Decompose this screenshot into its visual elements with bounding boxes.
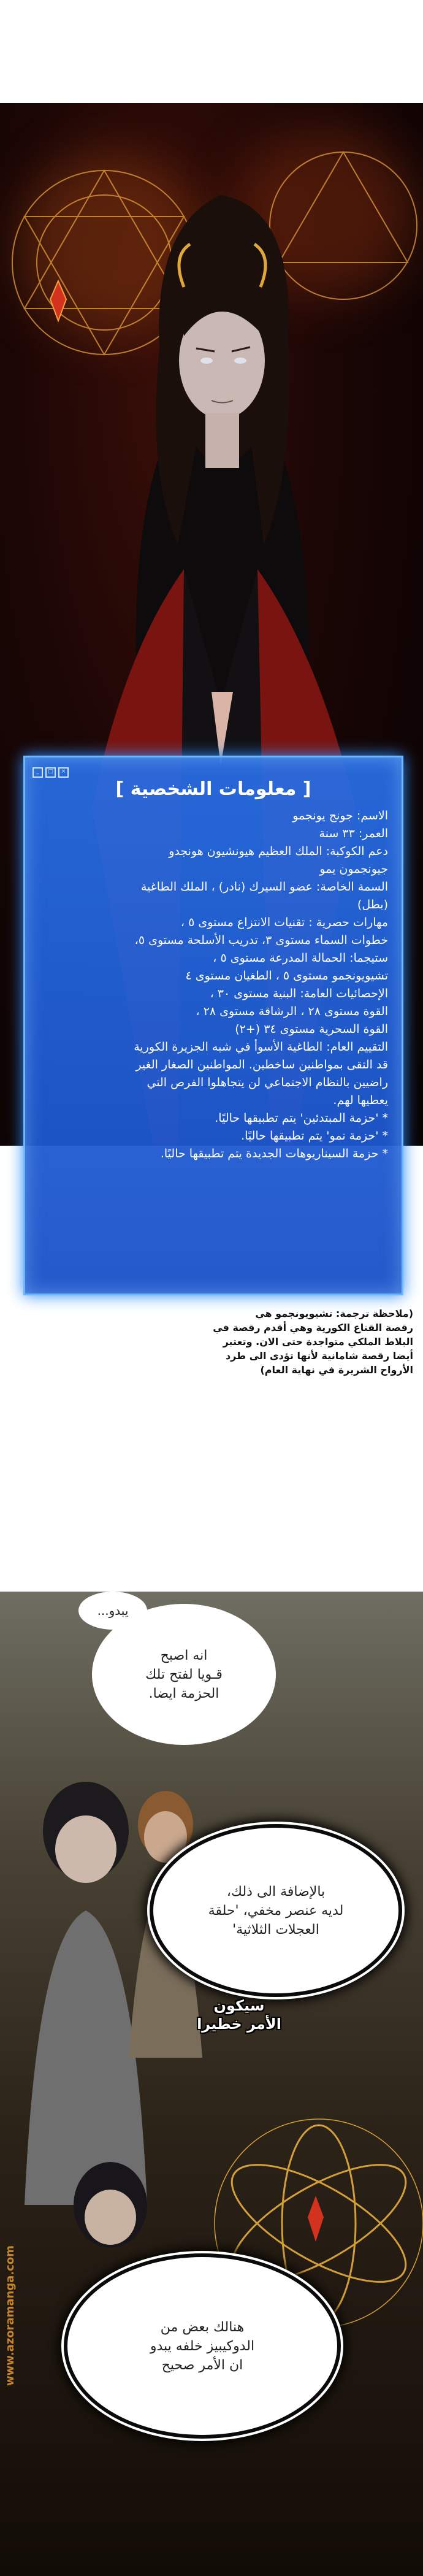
status-line: * 'حزمة المبتدئين' يتم تطبيقها حاليًا. [215, 1111, 388, 1125]
status-line: الإحصائيات العامة: البنية مستوى ٣٠ ، [210, 987, 388, 1000]
sfx-text: سيكون الأمر خطيرا [197, 1997, 281, 2033]
close-icon[interactable]: × [58, 767, 69, 778]
translator-note-line: (ملاحظة ترجمة: تشيويونجمو هي [255, 1308, 413, 1319]
translator-note [21, 1306, 413, 1377]
cave-panel [0, 1592, 423, 2576]
speech-bubble-middle: بالإضافة الى ذلك، لديه عنصر مخفي، 'حلقة العجلات الثلاثية' [153, 1828, 398, 1993]
status-line: ستيجما: الحمالة المدرعة مستوى ٥ ، [213, 951, 388, 965]
status-line: الاسم: جونج يونجمو [292, 809, 388, 822]
status-line: خطوات السماء مستوى ٣، تدريب الأسلحة مستوى ٥، [134, 933, 388, 947]
speech-bubble-top: انه اصبح قـويا لفتح تلك الحزمة ايضا. [92, 1604, 276, 1745]
status-line: * حزمة السيناريوهات الجديدة يتم تطبيقها حاليًا. [160, 1147, 388, 1160]
status-line: التقييم العام: الطاغية الأسوأ في شبه الجزيرة الكورية [134, 1040, 388, 1054]
status-line: جيونجمون يمو [319, 862, 388, 876]
status-line: يعطيها لهم. [333, 1094, 388, 1107]
translator-note-line: البلاط الملكي متواجدة حتى الان. وتعتبر [223, 1336, 413, 1347]
status-line: قد التقى بمواطنين ساخطين. المواطنين الصغار الغير [135, 1058, 388, 1071]
status-title: [ معلومات الشخصية ] [115, 778, 311, 800]
translator-note-line: رقصة القناع الكورية وهي أقدم رقصة في [213, 1322, 413, 1333]
status-line: راضيين بالنظام الاجتماعي لن يتجاهلوا الفرص التي [147, 1076, 388, 1089]
site-watermark: www.azoramanga.com [4, 2245, 17, 2386]
minimize-icon[interactable]: _ [32, 767, 43, 778]
status-line: العمر: ٣٣ سنة [319, 827, 388, 840]
speech-bubble-bottom: هنالك بعض من الدوكيبيز خلفه يبدو ان الأمر صحيح [67, 2257, 337, 2435]
translator-note-line: الأرواح الشريرة في نهاية العام) [260, 1364, 413, 1376]
window-controls [32, 767, 69, 778]
status-line: دعم الكوكبة: الملك العظيم هيونشيون هونجدو [169, 845, 388, 858]
status-line: (بطل) [357, 898, 388, 911]
status-line: مهارات حصرية : تقنيات الانتزاع مستوى ٥ ، [180, 916, 388, 929]
speech-bubble-small: يبدو... [78, 1592, 147, 1630]
status-line: القوة مستوى ٢٨ ، الرشاقة مستوى ٢٨ ، [196, 1005, 388, 1018]
status-lines [39, 807, 388, 1163]
status-line: القوة السحرية مستوى ٣٤ (+٢) [235, 1022, 388, 1036]
status-line: السمة الخاصة: عضو السيرك (نادر) ، الملك الطاغية [140, 880, 388, 894]
maximize-icon[interactable]: □ [45, 767, 56, 778]
status-line: * 'حزمة نمو' يتم تطبيقها حاليًا. [241, 1129, 388, 1143]
status-line: تشيويونجمو مستوى ٥ ، الطغيان مستوى ٤ [185, 969, 388, 983]
translator-note-line: أيضا رقصة شامانية لأنها تؤدى الى طرد [225, 1350, 413, 1362]
character-status-window [23, 756, 403, 1295]
